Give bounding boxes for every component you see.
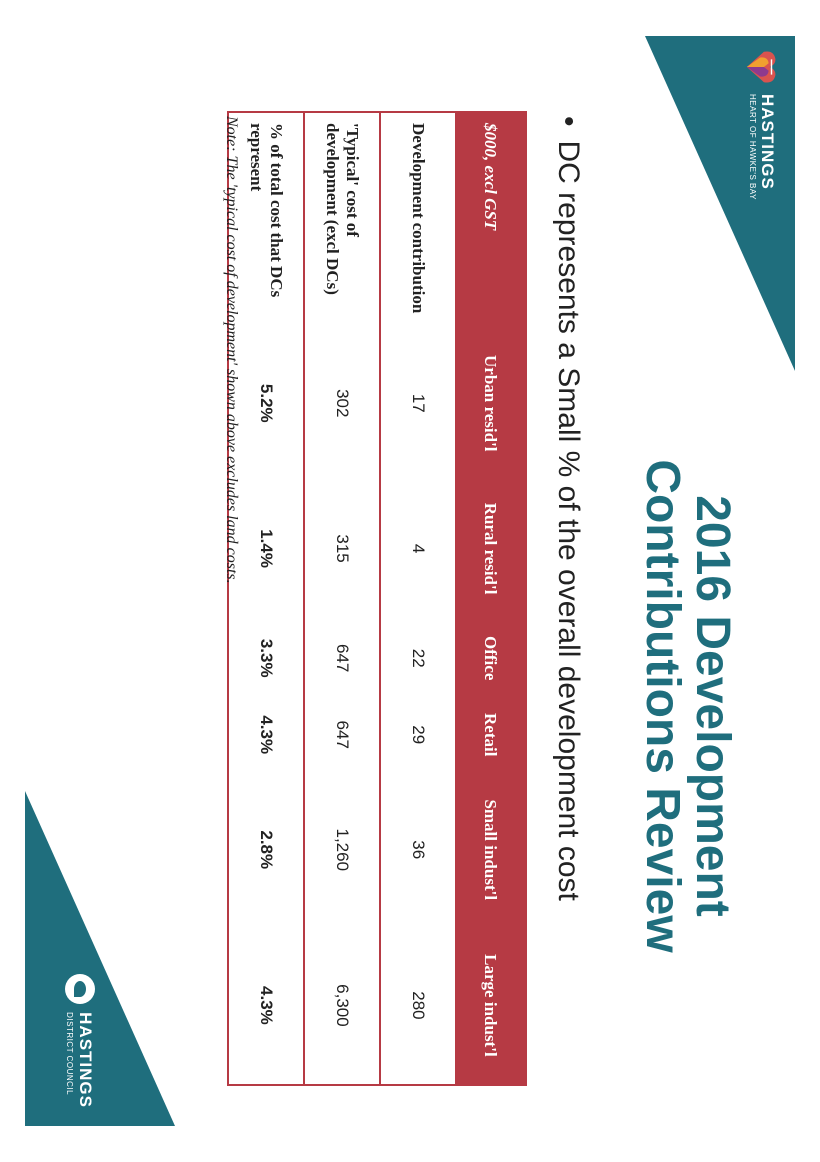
dc-cost-table — [227, 111, 527, 1086]
table-cell: 6,300 — [304, 927, 380, 1085]
table-header-label: $000, excl GST — [455, 112, 526, 329]
table-cell: 17 — [380, 329, 455, 478]
row-label: Development contribution — [380, 112, 455, 329]
table-cell: 1,260 — [304, 773, 380, 927]
page-title — [636, 406, 737, 1006]
title-line-1: 2016 Development — [686, 495, 739, 917]
table-cell: 4.3% — [228, 927, 304, 1085]
footnote: Note: The 'typical cost of development' shown above excludes land costs. — [223, 116, 240, 584]
row-label: 'Typical' cost of development (excl DCs) — [304, 112, 380, 329]
table-cell: 647 — [304, 697, 380, 773]
column-header: Office — [455, 620, 526, 697]
table-cell: 280 — [380, 927, 455, 1085]
column-header: Retail — [455, 697, 526, 773]
table-cell: 2.8% — [228, 773, 304, 927]
table-row — [304, 112, 380, 1085]
table-cell: 4 — [380, 478, 455, 620]
table-cell: 315 — [304, 478, 380, 620]
table-cell: 302 — [304, 329, 380, 478]
table-cell: 647 — [304, 620, 380, 697]
column-header: Rural resid'l — [455, 478, 526, 620]
bottom-logo-subtext: DISTRICT COUNCIL — [65, 1012, 75, 1096]
hastings-district-council-logo — [65, 974, 95, 1108]
column-header: Urban resid'l — [455, 329, 526, 478]
bullet-text: DC represents a Small % of the overall development cost — [552, 140, 585, 901]
table-cell: 1.4% — [228, 478, 304, 620]
hawkes-bay-heart-icon — [743, 48, 781, 86]
bottom-logo-text: HASTINGS — [76, 1012, 96, 1108]
bullet-dot-icon: • — [552, 116, 585, 127]
table-cell: 4.3% — [228, 697, 304, 773]
table-header-row — [455, 112, 526, 1085]
bullet-point — [551, 116, 585, 1036]
column-header: Large indust'l — [455, 927, 526, 1085]
table-cell: 29 — [380, 697, 455, 773]
table-cell: 3.3% — [228, 620, 304, 697]
title-line-2: Contributions Review — [635, 459, 689, 953]
table-cell: 22 — [380, 620, 455, 697]
hastings-heart-logo — [743, 48, 781, 200]
table-cell: 5.2% — [228, 329, 304, 478]
top-logo-subtext: HEART OF HAWKE'S BAY — [748, 94, 757, 200]
table-cell: 36 — [380, 773, 455, 927]
slide — [25, 36, 795, 1126]
council-emblem-icon — [65, 974, 95, 1004]
bottom-corner-triangle — [25, 791, 175, 1126]
row-label: % of total cost that DCs represent — [228, 112, 304, 329]
table-row — [380, 112, 455, 1085]
column-header: Small indust'l — [455, 773, 526, 927]
top-logo-text: HASTINGS — [758, 94, 777, 190]
